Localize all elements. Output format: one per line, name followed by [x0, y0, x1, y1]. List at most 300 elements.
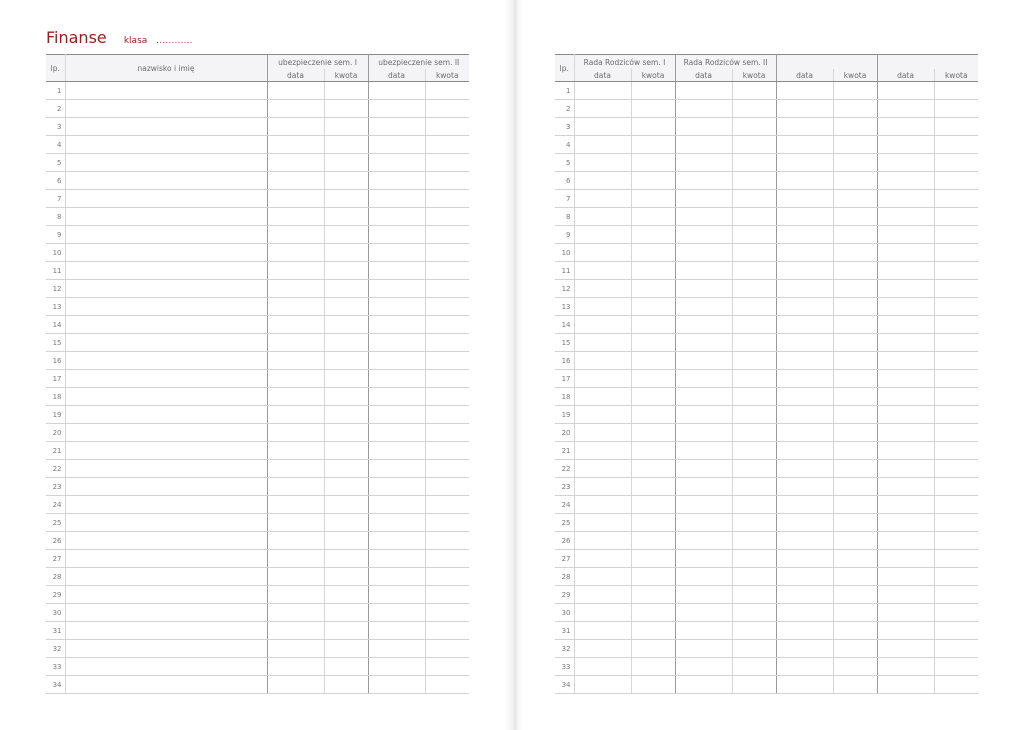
- data-cell[interactable]: [877, 550, 934, 568]
- data-cell[interactable]: [368, 406, 425, 424]
- kwota-cell[interactable]: [732, 100, 776, 118]
- name-cell[interactable]: [65, 676, 267, 694]
- kwota-cell[interactable]: [324, 604, 368, 622]
- data-cell[interactable]: [368, 550, 425, 568]
- data-cell[interactable]: [675, 118, 732, 136]
- data-cell[interactable]: [675, 316, 732, 334]
- kwota-cell[interactable]: [425, 496, 469, 514]
- kwota-cell[interactable]: [833, 316, 877, 334]
- kwota-cell[interactable]: [425, 82, 469, 100]
- kwota-cell[interactable]: [934, 658, 978, 676]
- name-cell[interactable]: [65, 154, 267, 172]
- data-cell[interactable]: [776, 136, 833, 154]
- data-cell[interactable]: [675, 244, 732, 262]
- data-cell[interactable]: [675, 262, 732, 280]
- data-cell[interactable]: [675, 370, 732, 388]
- data-cell[interactable]: [368, 244, 425, 262]
- data-cell[interactable]: [368, 334, 425, 352]
- data-cell[interactable]: [675, 298, 732, 316]
- data-cell[interactable]: [675, 190, 732, 208]
- kwota-cell[interactable]: [934, 676, 978, 694]
- data-cell[interactable]: [368, 226, 425, 244]
- data-cell[interactable]: [368, 82, 425, 100]
- kwota-cell[interactable]: [934, 334, 978, 352]
- data-cell[interactable]: [368, 262, 425, 280]
- data-cell[interactable]: [267, 460, 324, 478]
- kwota-cell[interactable]: [732, 568, 776, 586]
- data-cell[interactable]: [267, 478, 324, 496]
- data-cell[interactable]: [877, 190, 934, 208]
- kwota-cell[interactable]: [833, 298, 877, 316]
- data-cell[interactable]: [574, 82, 631, 100]
- data-cell[interactable]: [267, 568, 324, 586]
- data-cell[interactable]: [776, 280, 833, 298]
- kwota-cell[interactable]: [732, 532, 776, 550]
- kwota-cell[interactable]: [732, 154, 776, 172]
- name-cell[interactable]: [65, 586, 267, 604]
- data-cell[interactable]: [675, 172, 732, 190]
- kwota-cell[interactable]: [732, 118, 776, 136]
- name-cell[interactable]: [65, 496, 267, 514]
- name-cell[interactable]: [65, 136, 267, 154]
- kwota-cell[interactable]: [324, 622, 368, 640]
- data-cell[interactable]: [368, 604, 425, 622]
- kwota-cell[interactable]: [425, 460, 469, 478]
- kwota-cell[interactable]: [324, 208, 368, 226]
- kwota-cell[interactable]: [324, 100, 368, 118]
- data-cell[interactable]: [368, 442, 425, 460]
- data-cell[interactable]: [675, 568, 732, 586]
- data-cell[interactable]: [877, 370, 934, 388]
- kwota-cell[interactable]: [324, 406, 368, 424]
- data-cell[interactable]: [267, 586, 324, 604]
- kwota-cell[interactable]: [732, 226, 776, 244]
- data-cell[interactable]: [675, 100, 732, 118]
- data-cell[interactable]: [267, 82, 324, 100]
- kwota-cell[interactable]: [934, 388, 978, 406]
- kwota-cell[interactable]: [833, 514, 877, 532]
- kwota-cell[interactable]: [833, 442, 877, 460]
- kwota-cell[interactable]: [324, 496, 368, 514]
- kwota-cell[interactable]: [833, 406, 877, 424]
- data-cell[interactable]: [776, 370, 833, 388]
- name-cell[interactable]: [65, 514, 267, 532]
- kwota-cell[interactable]: [732, 316, 776, 334]
- data-cell[interactable]: [877, 352, 934, 370]
- kwota-cell[interactable]: [833, 478, 877, 496]
- data-cell[interactable]: [574, 514, 631, 532]
- data-cell[interactable]: [675, 280, 732, 298]
- kwota-cell[interactable]: [324, 676, 368, 694]
- data-cell[interactable]: [776, 586, 833, 604]
- kwota-cell[interactable]: [934, 316, 978, 334]
- kwota-cell[interactable]: [324, 82, 368, 100]
- data-cell[interactable]: [776, 514, 833, 532]
- data-cell[interactable]: [776, 568, 833, 586]
- data-cell[interactable]: [574, 388, 631, 406]
- kwota-cell[interactable]: [425, 370, 469, 388]
- kwota-cell[interactable]: [934, 262, 978, 280]
- data-cell[interactable]: [267, 514, 324, 532]
- data-cell[interactable]: [574, 208, 631, 226]
- kwota-cell[interactable]: [732, 352, 776, 370]
- kwota-cell[interactable]: [324, 532, 368, 550]
- kwota-cell[interactable]: [732, 550, 776, 568]
- data-cell[interactable]: [877, 406, 934, 424]
- data-cell[interactable]: [574, 676, 631, 694]
- data-cell[interactable]: [368, 622, 425, 640]
- kwota-cell[interactable]: [324, 514, 368, 532]
- data-cell[interactable]: [368, 316, 425, 334]
- kwota-cell[interactable]: [324, 658, 368, 676]
- data-cell[interactable]: [368, 136, 425, 154]
- data-cell[interactable]: [368, 532, 425, 550]
- kwota-cell[interactable]: [833, 496, 877, 514]
- kwota-cell[interactable]: [833, 280, 877, 298]
- data-cell[interactable]: [368, 586, 425, 604]
- data-cell[interactable]: [574, 280, 631, 298]
- kwota-cell[interactable]: [425, 190, 469, 208]
- data-cell[interactable]: [877, 514, 934, 532]
- kwota-cell[interactable]: [732, 298, 776, 316]
- kwota-cell[interactable]: [425, 622, 469, 640]
- kwota-cell[interactable]: [324, 316, 368, 334]
- kwota-cell[interactable]: [732, 604, 776, 622]
- kwota-cell[interactable]: [631, 640, 675, 658]
- data-cell[interactable]: [267, 190, 324, 208]
- data-cell[interactable]: [574, 640, 631, 658]
- kwota-cell[interactable]: [631, 586, 675, 604]
- kwota-cell[interactable]: [425, 640, 469, 658]
- data-cell[interactable]: [267, 532, 324, 550]
- kwota-cell[interactable]: [934, 460, 978, 478]
- data-cell[interactable]: [877, 298, 934, 316]
- kwota-cell[interactable]: [833, 154, 877, 172]
- data-cell[interactable]: [267, 352, 324, 370]
- data-cell[interactable]: [675, 442, 732, 460]
- name-cell[interactable]: [65, 118, 267, 136]
- data-cell[interactable]: [776, 298, 833, 316]
- data-cell[interactable]: [574, 100, 631, 118]
- data-cell[interactable]: [776, 658, 833, 676]
- kwota-cell[interactable]: [833, 424, 877, 442]
- data-cell[interactable]: [776, 496, 833, 514]
- data-cell[interactable]: [877, 154, 934, 172]
- data-cell[interactable]: [877, 226, 934, 244]
- kwota-cell[interactable]: [631, 154, 675, 172]
- data-cell[interactable]: [368, 118, 425, 136]
- kwota-cell[interactable]: [425, 388, 469, 406]
- data-cell[interactable]: [877, 586, 934, 604]
- data-cell[interactable]: [368, 424, 425, 442]
- data-cell[interactable]: [368, 478, 425, 496]
- kwota-cell[interactable]: [631, 550, 675, 568]
- data-cell[interactable]: [574, 370, 631, 388]
- data-cell[interactable]: [675, 226, 732, 244]
- data-cell[interactable]: [877, 172, 934, 190]
- data-cell[interactable]: [574, 316, 631, 334]
- kwota-cell[interactable]: [425, 514, 469, 532]
- kwota-cell[interactable]: [631, 496, 675, 514]
- data-cell[interactable]: [574, 568, 631, 586]
- data-cell[interactable]: [776, 442, 833, 460]
- kwota-cell[interactable]: [732, 208, 776, 226]
- data-cell[interactable]: [675, 388, 732, 406]
- kwota-cell[interactable]: [631, 298, 675, 316]
- kwota-cell[interactable]: [934, 478, 978, 496]
- kwota-cell[interactable]: [833, 226, 877, 244]
- kwota-cell[interactable]: [833, 136, 877, 154]
- data-cell[interactable]: [776, 406, 833, 424]
- data-cell[interactable]: [877, 82, 934, 100]
- data-cell[interactable]: [776, 208, 833, 226]
- data-cell[interactable]: [877, 658, 934, 676]
- data-cell[interactable]: [877, 532, 934, 550]
- data-cell[interactable]: [877, 424, 934, 442]
- kwota-cell[interactable]: [732, 244, 776, 262]
- data-cell[interactable]: [574, 190, 631, 208]
- data-cell[interactable]: [776, 172, 833, 190]
- kwota-cell[interactable]: [631, 604, 675, 622]
- data-cell[interactable]: [368, 298, 425, 316]
- data-cell[interactable]: [368, 568, 425, 586]
- kwota-cell[interactable]: [833, 190, 877, 208]
- data-cell[interactable]: [776, 190, 833, 208]
- data-cell[interactable]: [877, 100, 934, 118]
- data-cell[interactable]: [368, 172, 425, 190]
- data-cell[interactable]: [776, 154, 833, 172]
- kwota-cell[interactable]: [425, 424, 469, 442]
- kwota-cell[interactable]: [324, 118, 368, 136]
- data-cell[interactable]: [877, 496, 934, 514]
- kwota-cell[interactable]: [425, 442, 469, 460]
- kwota-cell[interactable]: [324, 262, 368, 280]
- kwota-cell[interactable]: [732, 424, 776, 442]
- kwota-cell[interactable]: [732, 640, 776, 658]
- data-cell[interactable]: [267, 676, 324, 694]
- data-cell[interactable]: [267, 334, 324, 352]
- kwota-cell[interactable]: [833, 676, 877, 694]
- data-cell[interactable]: [368, 370, 425, 388]
- data-cell[interactable]: [267, 208, 324, 226]
- kwota-cell[interactable]: [425, 676, 469, 694]
- kwota-cell[interactable]: [425, 118, 469, 136]
- data-cell[interactable]: [267, 658, 324, 676]
- kwota-cell[interactable]: [833, 334, 877, 352]
- data-cell[interactable]: [675, 460, 732, 478]
- kwota-cell[interactable]: [425, 244, 469, 262]
- kwota-cell[interactable]: [631, 208, 675, 226]
- kwota-cell[interactable]: [732, 262, 776, 280]
- kwota-cell[interactable]: [833, 640, 877, 658]
- kwota-cell[interactable]: [833, 622, 877, 640]
- data-cell[interactable]: [267, 604, 324, 622]
- data-cell[interactable]: [574, 298, 631, 316]
- kwota-cell[interactable]: [732, 460, 776, 478]
- kwota-cell[interactable]: [324, 298, 368, 316]
- data-cell[interactable]: [776, 244, 833, 262]
- data-cell[interactable]: [267, 136, 324, 154]
- kwota-cell[interactable]: [631, 370, 675, 388]
- kwota-cell[interactable]: [934, 604, 978, 622]
- data-cell[interactable]: [267, 298, 324, 316]
- data-cell[interactable]: [675, 208, 732, 226]
- kwota-cell[interactable]: [425, 550, 469, 568]
- data-cell[interactable]: [675, 658, 732, 676]
- data-cell[interactable]: [368, 154, 425, 172]
- data-cell[interactable]: [877, 208, 934, 226]
- data-cell[interactable]: [776, 622, 833, 640]
- kwota-cell[interactable]: [631, 280, 675, 298]
- kwota-cell[interactable]: [324, 586, 368, 604]
- data-cell[interactable]: [877, 280, 934, 298]
- kwota-cell[interactable]: [934, 568, 978, 586]
- kwota-cell[interactable]: [732, 370, 776, 388]
- kwota-cell[interactable]: [732, 586, 776, 604]
- kwota-cell[interactable]: [934, 442, 978, 460]
- kwota-cell[interactable]: [833, 568, 877, 586]
- data-cell[interactable]: [267, 262, 324, 280]
- kwota-cell[interactable]: [425, 208, 469, 226]
- data-cell[interactable]: [368, 100, 425, 118]
- kwota-cell[interactable]: [732, 496, 776, 514]
- kwota-cell[interactable]: [732, 388, 776, 406]
- data-cell[interactable]: [776, 532, 833, 550]
- data-cell[interactable]: [368, 658, 425, 676]
- kwota-cell[interactable]: [833, 352, 877, 370]
- kwota-cell[interactable]: [732, 334, 776, 352]
- name-cell[interactable]: [65, 370, 267, 388]
- kwota-cell[interactable]: [425, 334, 469, 352]
- data-cell[interactable]: [574, 136, 631, 154]
- kwota-cell[interactable]: [934, 190, 978, 208]
- kwota-cell[interactable]: [934, 154, 978, 172]
- kwota-cell[interactable]: [833, 172, 877, 190]
- data-cell[interactable]: [267, 280, 324, 298]
- kwota-cell[interactable]: [425, 586, 469, 604]
- kwota-cell[interactable]: [732, 622, 776, 640]
- data-cell[interactable]: [267, 244, 324, 262]
- data-cell[interactable]: [574, 262, 631, 280]
- kwota-cell[interactable]: [934, 208, 978, 226]
- kwota-cell[interactable]: [631, 82, 675, 100]
- data-cell[interactable]: [368, 460, 425, 478]
- data-cell[interactable]: [877, 676, 934, 694]
- kwota-cell[interactable]: [631, 352, 675, 370]
- name-cell[interactable]: [65, 550, 267, 568]
- kwota-cell[interactable]: [833, 532, 877, 550]
- name-cell[interactable]: [65, 190, 267, 208]
- kwota-cell[interactable]: [631, 334, 675, 352]
- kwota-cell[interactable]: [324, 172, 368, 190]
- kwota-cell[interactable]: [425, 100, 469, 118]
- data-cell[interactable]: [675, 478, 732, 496]
- kwota-cell[interactable]: [425, 298, 469, 316]
- data-cell[interactable]: [675, 136, 732, 154]
- kwota-cell[interactable]: [631, 118, 675, 136]
- data-cell[interactable]: [574, 118, 631, 136]
- data-cell[interactable]: [776, 352, 833, 370]
- kwota-cell[interactable]: [934, 100, 978, 118]
- data-cell[interactable]: [368, 388, 425, 406]
- kwota-cell[interactable]: [425, 352, 469, 370]
- kwota-cell[interactable]: [833, 208, 877, 226]
- kwota-cell[interactable]: [631, 478, 675, 496]
- data-cell[interactable]: [877, 442, 934, 460]
- data-cell[interactable]: [675, 424, 732, 442]
- name-cell[interactable]: [65, 172, 267, 190]
- kwota-cell[interactable]: [934, 370, 978, 388]
- kwota-cell[interactable]: [324, 280, 368, 298]
- kwota-cell[interactable]: [934, 514, 978, 532]
- data-cell[interactable]: [877, 640, 934, 658]
- kwota-cell[interactable]: [631, 316, 675, 334]
- kwota-cell[interactable]: [425, 154, 469, 172]
- kwota-cell[interactable]: [631, 676, 675, 694]
- data-cell[interactable]: [776, 424, 833, 442]
- kwota-cell[interactable]: [732, 82, 776, 100]
- data-cell[interactable]: [776, 226, 833, 244]
- kwota-cell[interactable]: [934, 640, 978, 658]
- kwota-cell[interactable]: [425, 262, 469, 280]
- name-cell[interactable]: [65, 424, 267, 442]
- name-cell[interactable]: [65, 658, 267, 676]
- kwota-cell[interactable]: [425, 532, 469, 550]
- kwota-cell[interactable]: [631, 406, 675, 424]
- data-cell[interactable]: [574, 622, 631, 640]
- kwota-cell[interactable]: [324, 190, 368, 208]
- kwota-cell[interactable]: [732, 280, 776, 298]
- name-cell[interactable]: [65, 478, 267, 496]
- kwota-cell[interactable]: [934, 172, 978, 190]
- data-cell[interactable]: [574, 604, 631, 622]
- data-cell[interactable]: [776, 640, 833, 658]
- data-cell[interactable]: [267, 406, 324, 424]
- data-cell[interactable]: [675, 352, 732, 370]
- data-cell[interactable]: [776, 388, 833, 406]
- data-cell[interactable]: [368, 496, 425, 514]
- data-cell[interactable]: [877, 460, 934, 478]
- kwota-cell[interactable]: [732, 478, 776, 496]
- data-cell[interactable]: [368, 640, 425, 658]
- data-cell[interactable]: [574, 532, 631, 550]
- data-cell[interactable]: [267, 640, 324, 658]
- kwota-cell[interactable]: [631, 262, 675, 280]
- data-cell[interactable]: [675, 640, 732, 658]
- data-cell[interactable]: [675, 82, 732, 100]
- kwota-cell[interactable]: [732, 190, 776, 208]
- kwota-cell[interactable]: [324, 370, 368, 388]
- data-cell[interactable]: [877, 478, 934, 496]
- kwota-cell[interactable]: [631, 388, 675, 406]
- data-cell[interactable]: [675, 334, 732, 352]
- data-cell[interactable]: [877, 136, 934, 154]
- kwota-cell[interactable]: [324, 442, 368, 460]
- data-cell[interactable]: [368, 208, 425, 226]
- data-cell[interactable]: [776, 478, 833, 496]
- data-cell[interactable]: [574, 478, 631, 496]
- data-cell[interactable]: [776, 550, 833, 568]
- name-cell[interactable]: [65, 334, 267, 352]
- kwota-cell[interactable]: [934, 352, 978, 370]
- kwota-cell[interactable]: [934, 586, 978, 604]
- kwota-cell[interactable]: [324, 640, 368, 658]
- name-cell[interactable]: [65, 208, 267, 226]
- kwota-cell[interactable]: [324, 478, 368, 496]
- data-cell[interactable]: [267, 622, 324, 640]
- kwota-cell[interactable]: [833, 604, 877, 622]
- data-cell[interactable]: [574, 550, 631, 568]
